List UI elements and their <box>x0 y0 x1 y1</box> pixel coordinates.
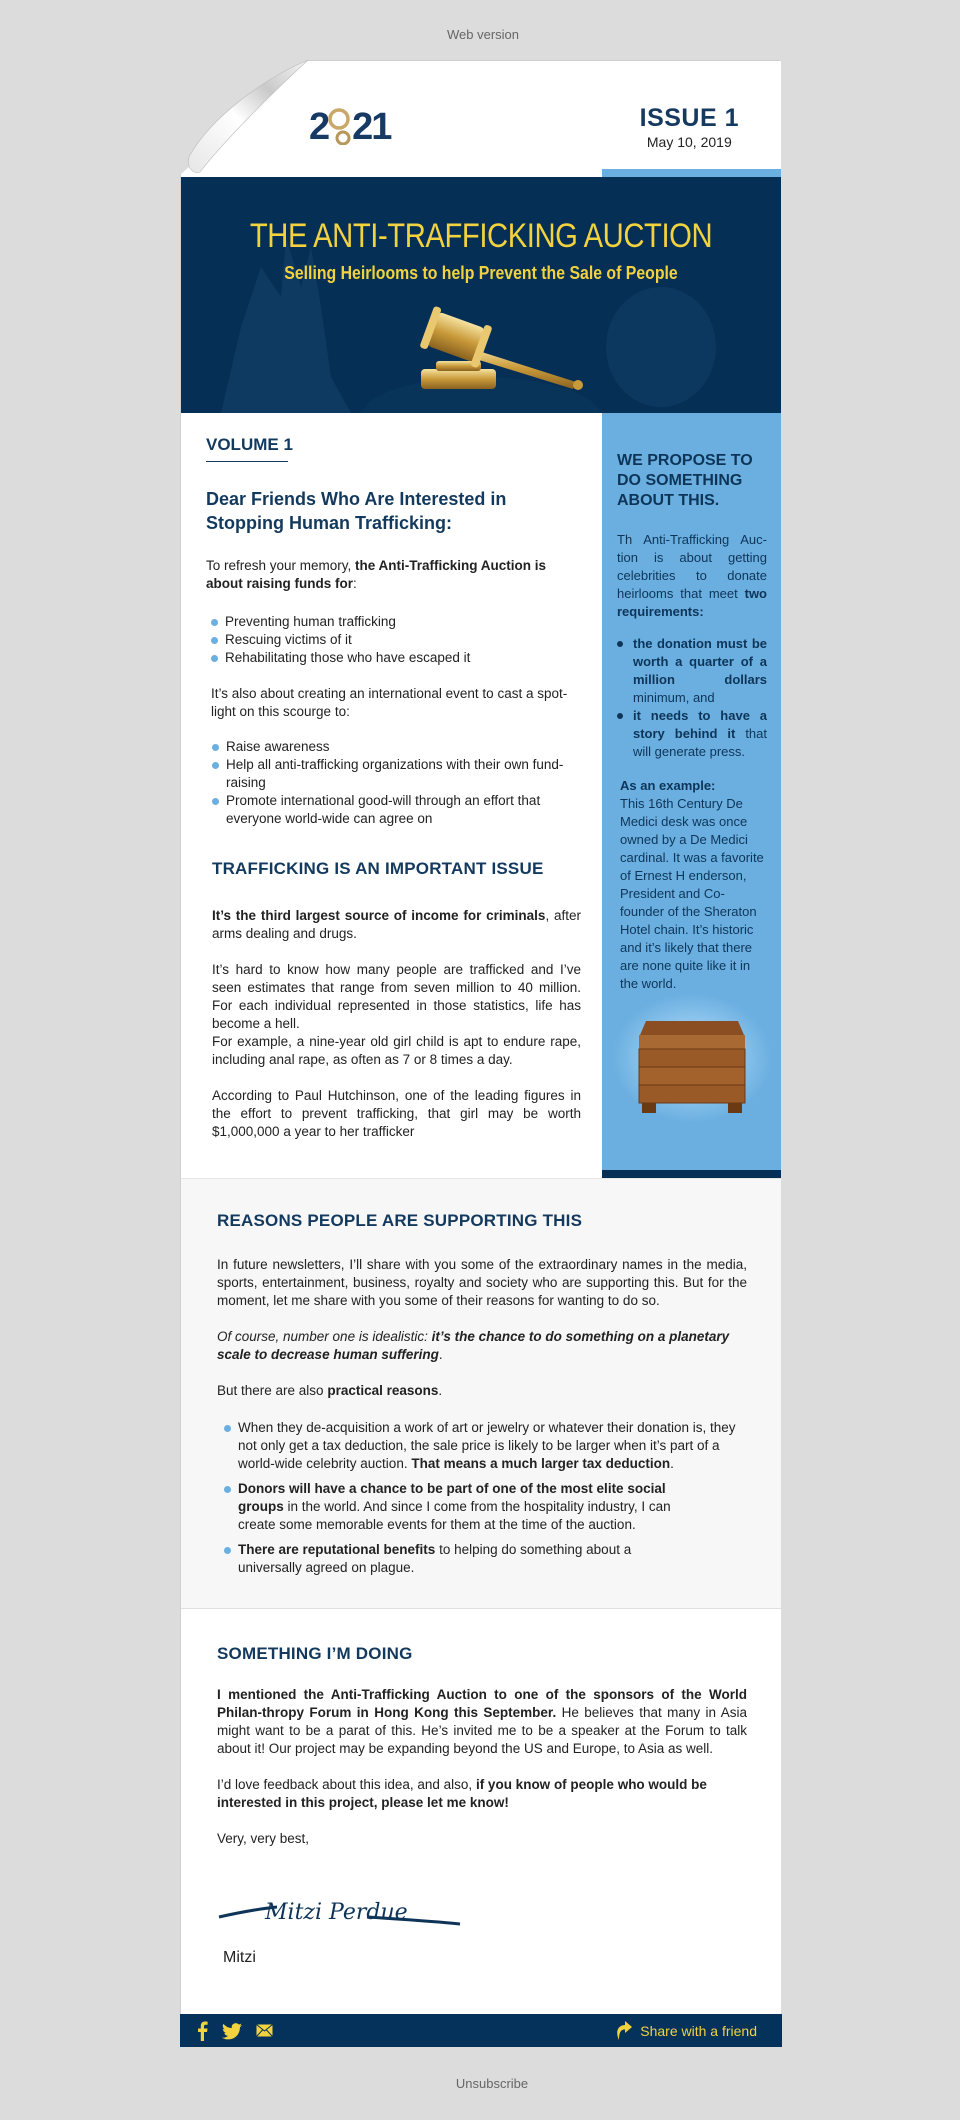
share-label: Share with a friend <box>640 2022 757 2039</box>
person-silhouette <box>606 287 716 407</box>
text: He believes that many in Asia might want to be a parat of this. He’s invited me to be a speaker at the Forum to talk about it! Our project may be expanding beyond the US and Europe, to Asia as well. <box>217 1705 747 1756</box>
text-bold: That means a much larger tax deduction <box>411 1456 671 1471</box>
funds-list <box>206 613 581 667</box>
issue-date: May 10, 2019 <box>646 134 732 150</box>
text: Th Anti-Trafficking Auc-tion is about getting celebrities to donate heirlooms that meet <box>617 532 767 601</box>
text-bold: the donation must be worth a quarter of a million dollars <box>633 636 767 687</box>
text: to helping do something about a universally agreed on plague. <box>238 1542 632 1575</box>
text: minimum, and <box>633 690 715 705</box>
text: To refresh your memory, <box>206 558 356 573</box>
list-item <box>219 1541 749 1577</box>
signer-name: Mitzi <box>223 1949 256 1966</box>
event-paragraph: It’s also about creating an international event to cast a spot-light on this scourge to: <box>211 686 568 719</box>
doing-section <box>181 1609 781 2014</box>
text: This 16th Century De Medici desk was once owned by a De Medici cardinal. It was a favorite of Ernest H enderson, President and Co-founder of the Sheraton Hotel chain. It’s historic and it’s likely that there are none quite like it in the world. <box>620 796 764 991</box>
logo-text: 21 <box>352 106 391 148</box>
text: : <box>353 576 357 591</box>
list-item: Rescuing victims of it <box>206 631 581 649</box>
list-item: Promote international good-will through an effort that everyone world-wide can agree on <box>207 792 585 828</box>
text-bold: I mentioned the Anti-Trafficking Auction to one of the sponsors of the World Philan-thropy Forum in Hong Kong this September. <box>217 1687 747 1720</box>
goals-list <box>207 738 585 828</box>
reasons-section <box>181 1178 781 1609</box>
text: in the world. And since I come from the hospitality industry, I can create some memorable events for them at the time of the auction. <box>238 1499 671 1532</box>
section-heading: REASONS PEOPLE ARE SUPPORTING THIS <box>217 1211 583 1230</box>
list-item <box>617 635 767 707</box>
facebook-icon[interactable] <box>198 2021 208 2041</box>
share-arrow-icon <box>616 2021 632 2040</box>
text-bold: There are reputational benefits <box>238 1542 436 1557</box>
paragraph <box>217 1776 747 1812</box>
text: , after arms dealing and drugs. <box>212 908 581 941</box>
text: that will generate press. <box>633 726 768 759</box>
text-italic: Of course, number one is idealistic: <box>217 1329 432 1344</box>
text: . <box>438 1383 443 1398</box>
text: I’d love feedback about this idea, and also, <box>217 1777 476 1792</box>
paragraph <box>217 1686 747 1758</box>
list-item <box>219 1419 749 1473</box>
sidebar <box>602 413 781 1178</box>
logo-text: 2 <box>309 106 329 148</box>
header <box>181 61 781 177</box>
paragraph <box>217 1382 747 1400</box>
text: When they de-acquisition a work of art or jewelry or whatever their donation is, they not only get a tax deduction, the sale price is likely to be larger when it’s part of a world-wide celebrity auction. <box>238 1420 736 1471</box>
web-version-link[interactable]: Web version <box>446 27 519 42</box>
page-curl-decoration <box>180 60 310 175</box>
text-bold: the Anti-Trafficking Auction is about raising funds for <box>206 558 547 591</box>
text-bold: Donors will have a chance to be part of one of the most elite social groups <box>238 1481 666 1514</box>
signature-text: Mitzi Perdue <box>265 1900 408 1925</box>
twitter-icon[interactable] <box>222 2023 242 2040</box>
paragraph: According to Paul Hutchinson, one of the leading figures in the effort to prevent trafficking, that girl may be worth $1,000,000 a year to her trafficker <box>212 1088 581 1139</box>
logo-2021 <box>309 105 409 165</box>
list-item <box>219 1480 749 1534</box>
paragraph: For example, a nine-year old girl child is apt to endure rape, including anal rape, as often as 7 or 8 times a day. <box>212 1034 581 1067</box>
main-section <box>181 413 781 1178</box>
text: But there are also <box>217 1383 328 1398</box>
antique-desk-image <box>612 993 772 1123</box>
greeting-heading: Dear Friends Who Are Interested in Stopping Human Trafficking: <box>206 489 507 533</box>
list-item: Preventing human trafficking <box>206 613 581 631</box>
email-icon[interactable] <box>256 2024 273 2037</box>
banner-title: THE ANTI-TRAFFICKING AUCTION <box>249 217 713 255</box>
paragraph: In future newsletters, I’ll share with you some of the extraordinary names in the media, sports, entertainment, business, royalty and society who are supporting this. But for the moment, let me share with you some of their reasons for wanting to do so. <box>217 1257 747 1308</box>
reasons-list <box>219 1419 749 1577</box>
list-item: Raise awareness <box>207 738 585 756</box>
sidebar-bottom-bar <box>602 1170 781 1178</box>
intro-paragraph <box>206 557 551 593</box>
footer-bar <box>180 2014 782 2047</box>
text: . <box>438 1347 443 1362</box>
paragraph <box>212 907 581 943</box>
text: . <box>670 1456 674 1471</box>
example-paragraph <box>617 777 767 993</box>
sidebar-heading: WE PROPOSE TO DO SOMETHING ABOUT THIS. <box>617 452 753 509</box>
share-with-friend-link[interactable] <box>616 2021 757 2040</box>
requirements-list <box>617 635 767 761</box>
text-bold: It’s the third largest source of income for criminals <box>212 908 546 923</box>
paragraph <box>217 1328 747 1364</box>
section-heading: TRAFFICKING IS AN IMPORTANT ISSUE <box>212 859 544 878</box>
text-bold: As an example: <box>620 778 716 793</box>
handcuffs-icon <box>328 105 352 145</box>
banner-illustration <box>181 177 781 413</box>
closing: Very, very best, <box>217 1831 310 1846</box>
sidebar-paragraph <box>617 531 767 621</box>
text-bold: if you know of people who would be interested in this project, please let me know! <box>217 1777 707 1810</box>
signature-image <box>217 1891 467 1931</box>
issue-number: ISSUE 1 <box>639 104 739 132</box>
text-bold: practical reasons <box>327 1383 439 1398</box>
gavel-icon <box>419 306 583 390</box>
main-column <box>181 413 602 1178</box>
list-item: Help all anti-trafficking organizations with their own fund-raising <box>207 756 585 792</box>
list-item <box>617 707 767 761</box>
section-heading: SOMETHING I’M DOING <box>217 1644 413 1663</box>
accent-stripe <box>602 169 781 177</box>
list-item: Rehabilitating those who have escaped it <box>206 649 581 667</box>
text-bold: it needs to have a story behind it <box>633 708 767 741</box>
issue-info <box>640 104 739 150</box>
volume-label: VOLUME 1 <box>206 435 293 454</box>
paragraph: It’s hard to know how many people are trafficked and I’ve seen estimates that range from seven million to 40 million. For each individual represented in those statistics, life has become a hell. <box>212 962 581 1031</box>
text-bold: two requirements: <box>617 586 767 619</box>
divider <box>206 461 288 462</box>
hero-banner <box>181 177 781 413</box>
banner-subtitle: Selling Heirlooms to help Prevent the Sale of People <box>284 263 678 283</box>
unsubscribe-link[interactable]: Unsubscribe <box>455 2076 529 2091</box>
text-bold-italic: it’s the chance to do something on a planetary scale to decrease human suffering <box>217 1329 730 1362</box>
newsletter-card <box>180 60 780 2046</box>
